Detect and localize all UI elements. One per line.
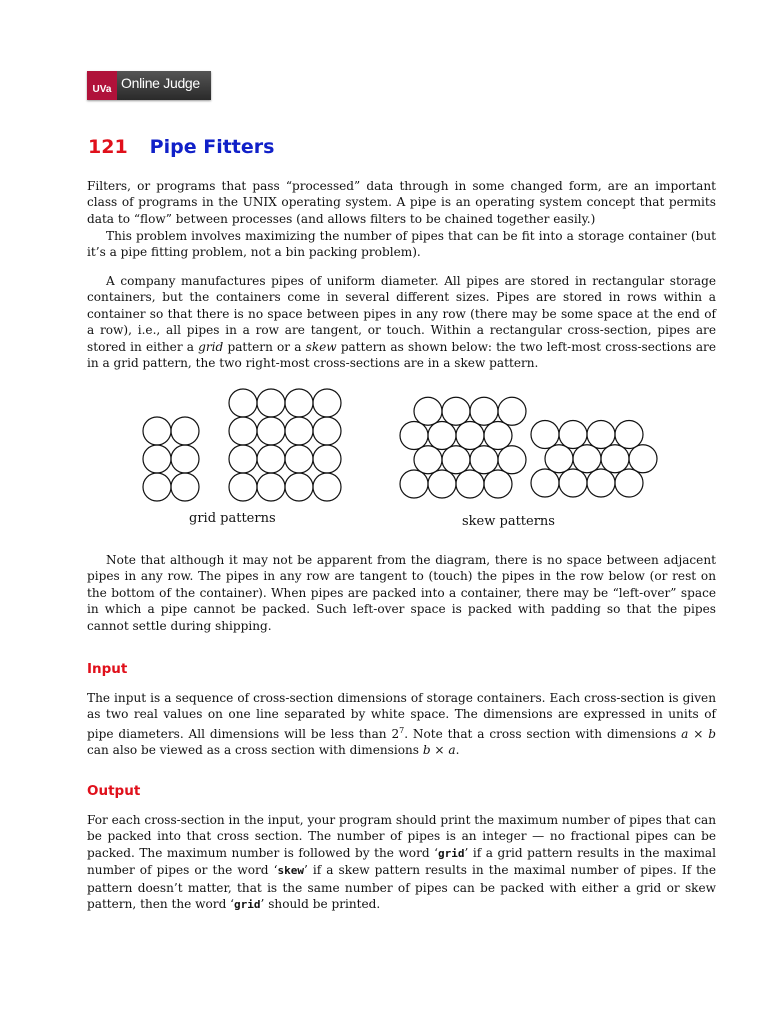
output-word-grid: grid xyxy=(437,846,465,860)
pipe-circle xyxy=(442,397,470,425)
logo-text: Online Judge xyxy=(117,71,211,100)
output-heading: Output xyxy=(87,783,141,799)
input-dimension-b-a: b × a xyxy=(422,743,456,758)
input-text-a: The input is a sequence of cross-section dimensions of storage containers. Each cross-section is given as two real values on one line separated by white space. The dimensions are expressed in units of pipe diameters. All dimensions will be less than 2 xyxy=(87,691,716,741)
input-text-b: . Note that a cross section with dimensions xyxy=(404,726,682,741)
pipe-circle xyxy=(531,469,559,497)
input-text-d: . xyxy=(455,743,460,758)
pipe-circle xyxy=(313,473,341,501)
pipe-circle xyxy=(470,397,498,425)
intro-paragraph-2: This problem involves maximizing the number of pipes that can be fit into a storage container (but it’s a pipe fitting problem, not a bin packing problem). xyxy=(87,229,716,260)
pipe-circle xyxy=(470,446,498,474)
pipe-circle xyxy=(313,417,341,445)
logo-badge: UVa xyxy=(87,71,117,100)
output-text-2: ’ if a grid pattern results in the maximal number of pipes or the word ‘ xyxy=(87,845,716,878)
pipe-circle xyxy=(414,446,442,474)
pipe-circle xyxy=(171,417,199,445)
pipe-circle xyxy=(559,469,587,497)
pipe-circle xyxy=(229,473,257,501)
p3-text-a: A company manufactures pipes of uniform diameter. All pipes are stored in rectangular storage containers, but the containers come in several different sizes. Pipes are stored in rows within a container so that there is no space between pipes in any row (there may be some space at the end of a row), i.e., all pipes in a row are tangent, or touch. Within a rectangular cross-section, pipes are stored in either a xyxy=(87,274,716,354)
pipe-circle xyxy=(171,473,199,501)
output-word-grid-2: grid xyxy=(234,898,261,912)
uva-logo xyxy=(87,71,211,100)
pipe-circle xyxy=(559,421,587,449)
pipe-circle xyxy=(587,469,615,497)
pipe-circle xyxy=(587,421,615,449)
pipe-circle xyxy=(313,445,341,473)
pipe-circle xyxy=(484,422,512,450)
intro-paragraph-4: Note that although it may not be apparent from the diagram, there is no space between adjacent pipes in any row. The pipes in any row are tangent to (touch) the pipes in the row below (or rest on the bottom of the container). When pipes are packed into a container, there may be “left-over” space in which a pipe cannot be packed. Such left-over space is packed with padding so that the pipes cannot settle during shipping. xyxy=(87,553,716,633)
pipe-circle xyxy=(171,445,199,473)
intro-paragraph-3 xyxy=(87,273,716,371)
input-exponent: 7 xyxy=(399,725,405,735)
p3-skew-word: skew xyxy=(305,339,337,354)
pipe-circle xyxy=(531,421,559,449)
pipe-circle xyxy=(498,397,526,425)
pipe-circle xyxy=(285,389,313,417)
intro-paragraph-1: Filters, or programs that pass “processed” data through in some changed form, are an important class of programs in the UNIX operating system. A pipe is an operating system concept that permits data to “flow” between processes (and allows filters to be chained together easily.) xyxy=(87,179,716,226)
pipe-circle xyxy=(545,445,573,473)
pipe-circle xyxy=(257,445,285,473)
output-text-4: ’ should be printed. xyxy=(260,897,381,912)
p3-text-b: pattern or a xyxy=(223,339,306,354)
problem-title: Pipe Fitters xyxy=(149,136,275,158)
pipe-circle xyxy=(484,470,512,498)
pipe-circle xyxy=(313,389,341,417)
grid-patterns-caption: grid patterns xyxy=(189,511,276,526)
p3-text-c: pattern as shown below: the two left-most cross-sections are in a grid pattern, the two right-most cross-sections are in a skew pattern. xyxy=(87,339,716,371)
output-text-3: ’ if a skew pattern results in the maximal number of pipes. If the pattern doesn’t matter, that is the same number of pipes can be packed with either a grid or skew pattern, then the word ‘ xyxy=(87,863,716,912)
pipe-circle xyxy=(428,470,456,498)
input-paragraph xyxy=(87,690,716,759)
pipe-circle xyxy=(285,473,313,501)
p3-grid-word: grid xyxy=(198,339,224,354)
pipe-circle xyxy=(400,470,428,498)
pipe-circle xyxy=(143,417,171,445)
pipe-circle xyxy=(573,445,601,473)
pipe-circle xyxy=(629,445,657,473)
problem-number: 121 xyxy=(88,136,128,158)
output-text-1: For each cross-section in the input, your program should print the maximum number of pipes that can be packed into that cross section. The number of pipes is an integer — no fractional pipes can be packed. The maximum number is followed by the word ‘ xyxy=(87,813,716,860)
output-word-skew: skew xyxy=(277,864,304,878)
pipe-pattern-diagram xyxy=(130,380,660,510)
pipe-circle xyxy=(143,473,171,501)
pipe-circle xyxy=(285,417,313,445)
input-dimension-a-b: a × b xyxy=(681,726,716,741)
input-heading: Input xyxy=(87,661,128,677)
pipe-circle xyxy=(601,445,629,473)
pipe-circle xyxy=(442,446,470,474)
pipe-circle xyxy=(229,417,257,445)
pipe-circle xyxy=(615,469,643,497)
pipe-circle xyxy=(414,397,442,425)
skew-patterns-caption: skew patterns xyxy=(462,514,555,529)
pipe-circle xyxy=(229,445,257,473)
pipe-circle xyxy=(257,417,285,445)
pipe-circle xyxy=(615,421,643,449)
pipe-circle xyxy=(257,473,285,501)
pipe-circle xyxy=(498,446,526,474)
pipe-circle xyxy=(285,445,313,473)
pipe-circle xyxy=(400,422,428,450)
pipe-circle xyxy=(456,422,484,450)
pipe-circle xyxy=(229,389,257,417)
pipe-circle xyxy=(257,389,285,417)
output-paragraph xyxy=(87,812,716,913)
input-text-c: can also be viewed as a cross section with dimensions xyxy=(87,743,423,758)
page-title xyxy=(88,136,274,158)
pipe-circle xyxy=(143,445,171,473)
pipe-circle xyxy=(428,422,456,450)
pipe-circle xyxy=(456,470,484,498)
